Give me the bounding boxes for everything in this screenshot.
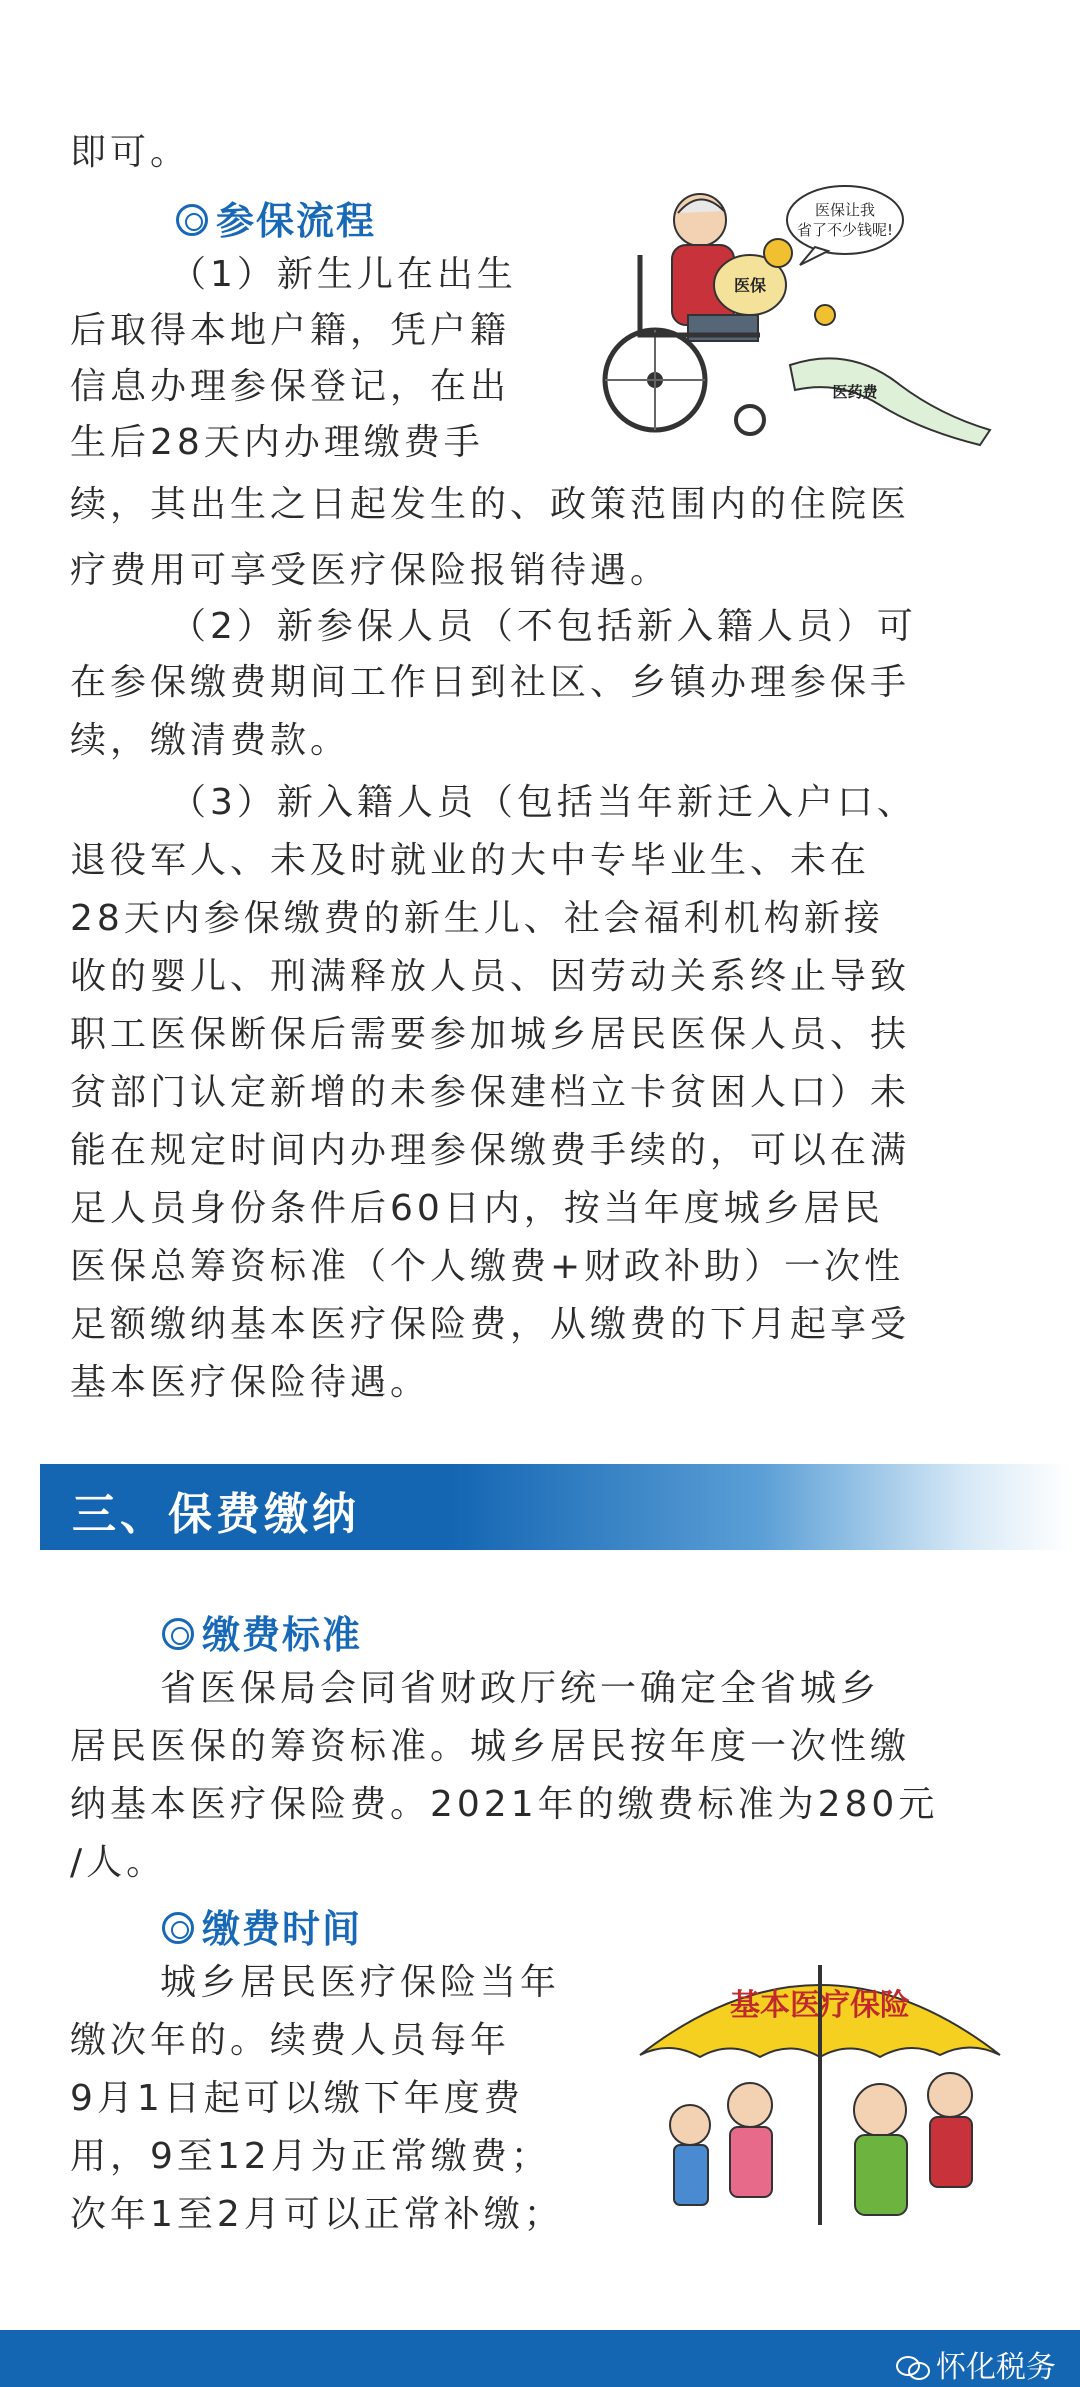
enroll-3-line-2: 退役军人、未及时就业的大中专毕业生、未在 [70,840,871,881]
time-heading [162,1898,362,1953]
time-line-1: 城乡居民医疗保险当年 [160,1962,561,2003]
enroll-1-line-1: （1）新生儿在出生 [170,254,517,295]
standard-line-3: 纳基本医疗保险费。2021年的缴费标准为280元 [70,1784,939,1825]
enroll-2-line-3: 续，缴清费款。 [70,720,351,761]
footer-bar [0,2330,1080,2387]
enroll-3-line-3: 28天内参保缴费的新生儿、社会福利机构新接 [70,898,884,939]
enroll-3-line-4: 收的婴儿、刑满释放人员、因劳动关系终止导致 [70,956,911,997]
section-banner-title: 三、保费缴纳 [72,1489,360,1540]
enroll-3-line-1: （3）新入籍人员（包括当年新迁入户口、 [170,782,917,823]
enroll-3-line-8: 足人员身份条件后60日内，按当年度城乡居民 [70,1188,884,1229]
time-line-3: 9月1日起可以缴下年度费 [70,2078,524,2119]
enroll-1-line-2: 后取得本地户籍，凭户籍 [70,310,511,351]
time-line-2: 缴次年的。续费人员每年 [70,2020,511,2061]
standard-heading [162,1604,362,1659]
section-banner [40,1464,1070,1550]
standard-line-1: 省医保局会同省财政厅统一确定全省城乡 [160,1668,881,1709]
bubble-line-2: 省了不少钱呢! [796,221,894,239]
enroll-2-line-2: 在参保缴费期间工作日到社区、乡镇办理参保手 [70,662,911,703]
enroll-3-line-6: 贫部门认定新增的未参保建档立卡贫困人口）未 [70,1072,911,1113]
standard-line-2: 居民医保的筹资标准。城乡居民按年度一次性缴 [70,1726,911,1767]
enroll-1-line-5: 续，其出生之日起发生的、政策范围内的住院医 [70,484,911,525]
double-circle-icon [162,1618,194,1650]
umbrella-label: 基本医疗保险 [730,1988,910,2023]
double-circle-icon [162,1912,194,1944]
umbrella-illustration [630,1935,1010,2245]
enroll-1-line-3: 信息办理参保登记，在出 [70,366,511,407]
enroll-3-line-11: 基本医疗保险待遇。 [70,1362,431,1403]
section-enroll-title: 参保流程 [216,199,377,243]
wheelchair-elder-illustration [600,165,1000,455]
double-circle-icon [176,204,208,236]
enroll-3-line-10: 足额缴纳基本医疗保险费，从缴费的下月起享受 [70,1304,911,1345]
receipt-label: 医药费 [832,383,878,401]
enroll-3-line-7: 能在规定时间内办理参保缴费手续的，可以在满 [70,1130,911,1171]
time-line-4: 用，9至12月为正常缴费； [70,2136,551,2177]
time-line-5: 次年1至2月可以正常补缴； [70,2194,564,2235]
enroll-1-line-4: 生后28天内办理缴费手 [70,422,484,463]
enroll-3-line-9: 医保总筹资标准（个人缴费+财政补助）一次性 [70,1246,905,1287]
time-title: 缴费时间 [202,1907,363,1951]
brand-watermark [896,2342,1056,2386]
enroll-1-line-6: 疗费用可享受医疗保险报销待遇。 [70,550,671,591]
bag-label: 医保 [733,276,767,295]
brand-name: 怀化税务 [936,2350,1056,2385]
section-enroll-heading [176,190,376,245]
para-top: 即可。 [70,132,191,173]
wechat-icon [896,2354,930,2380]
enroll-3-line-5: 职工医保断保后需要参加城乡居民医保人员、扶 [70,1014,911,1055]
standard-line-4: /人。 [70,1842,167,1883]
enroll-2-line-1: （2）新参保人员（不包括新入籍人员）可 [170,606,917,647]
standard-title: 缴费标准 [202,1613,363,1657]
bubble-line-1: 医保让我 [814,201,876,219]
